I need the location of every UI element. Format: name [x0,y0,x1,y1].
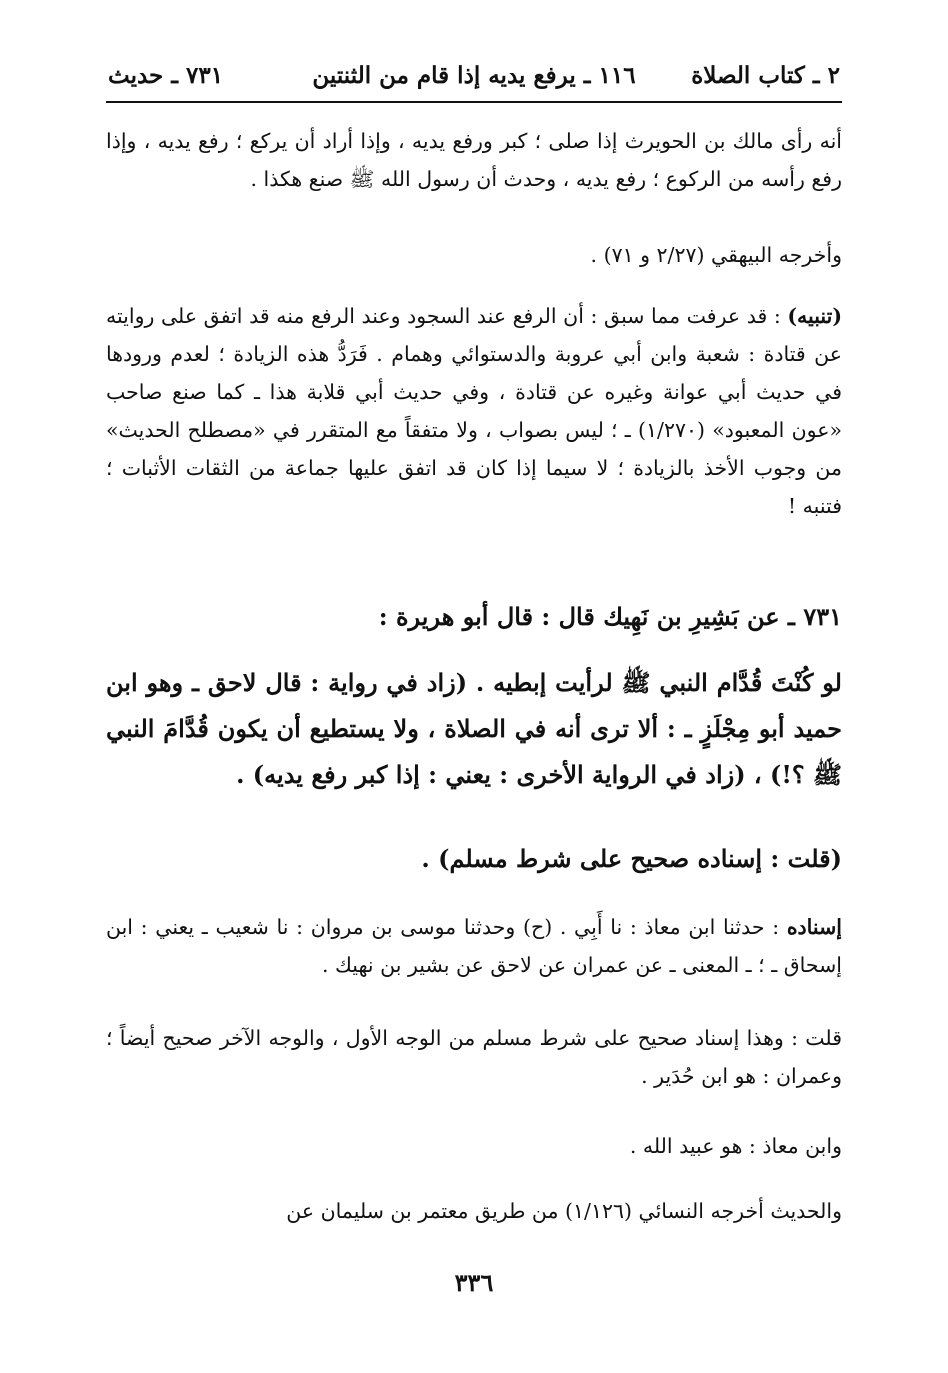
paragraph-text: والحديث أخرجه النسائي (١/١٢٦) من طريق معتمر بن سليمان عن [286,1199,842,1223]
paragraph-text: وابن معاذ : هو عبيد الله . [629,1134,842,1158]
hadith-text [106,660,842,798]
header-hadith-number: ٧٣١ ـ حديث [108,62,224,89]
hadith-title: ٧٣١ ـ عن بَشِيرِ بن نَهِيك قال : قال أبو هريرة : [378,602,842,631]
paragraph-text: : قد عرفت مما سبق : أن الرفع عند السجود وعند الرفع منه قد اتفق على روايته عن قتادة : شعبة وابن أبي عروبة والدستوائي وهمام . فَرَدُّ هذه الزيادة ؛ لعدم ورودها في حديث أبي عوانة وغيره عن قتادة ، وفي حديث أبي قلابة هذا ـ كما صنع صاحب «عون المعبود» (١/٢٧٠) ـ ؛ ليس بصواب ، ولا متفقاً مع المتقرر في «مصطلح الحديث» من وجوب الأخذ بالزيادة ؛ لا سيما إذا كان قد اتفق عليها جماعة من الثقات الأثبات ؛ فتنبه ! [106,304,842,518]
hadith-body: لو كُنْتَ قُدَّام النبي ﷺ لرأيت إبطيه . (زاد في رواية : قال لاحق ـ وهو ابن حميد أبو مِجْلَزٍ ـ : ألا ترى أنه في الصلاة ، ولا يستطيع أن يكون قُدَّامَ النبي ﷺ ؟!) ، (زاد في الرواية الأخرى : يعني : إذا كبر رفع يديه) . [106,668,842,789]
verdict-text: (قلت : إسناده صحيح على شرط مسلم) . [421,844,842,873]
header-chapter-title: ١١٦ ـ يرفع يديه إذا قام من الثنتين [312,62,636,89]
paragraph-ibn-muadh [106,1127,842,1165]
header-divider [106,101,842,103]
paragraph-text: قلت : وهذا إسناد صحيح على شرط مسلم من الوجه الأول ، والوجه الآخر صحيح أيضاً ؛ وعمران : هو ابن حُدَير . [106,1026,842,1088]
paragraph-bayhaqi [106,236,842,274]
isnad-label: إسناده [786,915,842,939]
paragraph-text: وأخرجه البيهقي (٢/٢٧ و ٧١) . [590,243,842,267]
paragraph-nasai [106,1192,842,1230]
paragraph-qult-comment [106,1019,842,1095]
running-header [108,60,840,100]
header-book-title: ٢ ـ كتاب الصلاة [691,62,840,89]
paragraph-text: : حدثنا ابن معاذ : نا أَبِي . (ح) وحدثنا موسى بن مروان : نا شعيب ـ يعني : ابن إسحاق ـ ؛ ـ المعنى ـ عن عمران عن لاحق عن بشير بن نهيك . [106,915,842,977]
paragraph-narration [106,122,842,198]
tanbih-label: (تنبيه) [787,304,843,328]
qult-verdict [106,836,842,882]
page-number: ٣٣٦ [454,1268,494,1297]
paragraph-isnad [106,908,842,984]
paragraph-text: أنه رأى مالك بن الحويرث إذا صلى ؛ كبر ورفع يديه ، وإذا أراد أن يركع ؛ رفع يديه ، وإذا رفع رأسه من الركوع ؛ رفع يديه ، وحدث أن رسول الله ﷺ صنع هكذا . [106,129,842,191]
hadith-heading [106,594,842,640]
paragraph-tanbih [106,297,842,525]
